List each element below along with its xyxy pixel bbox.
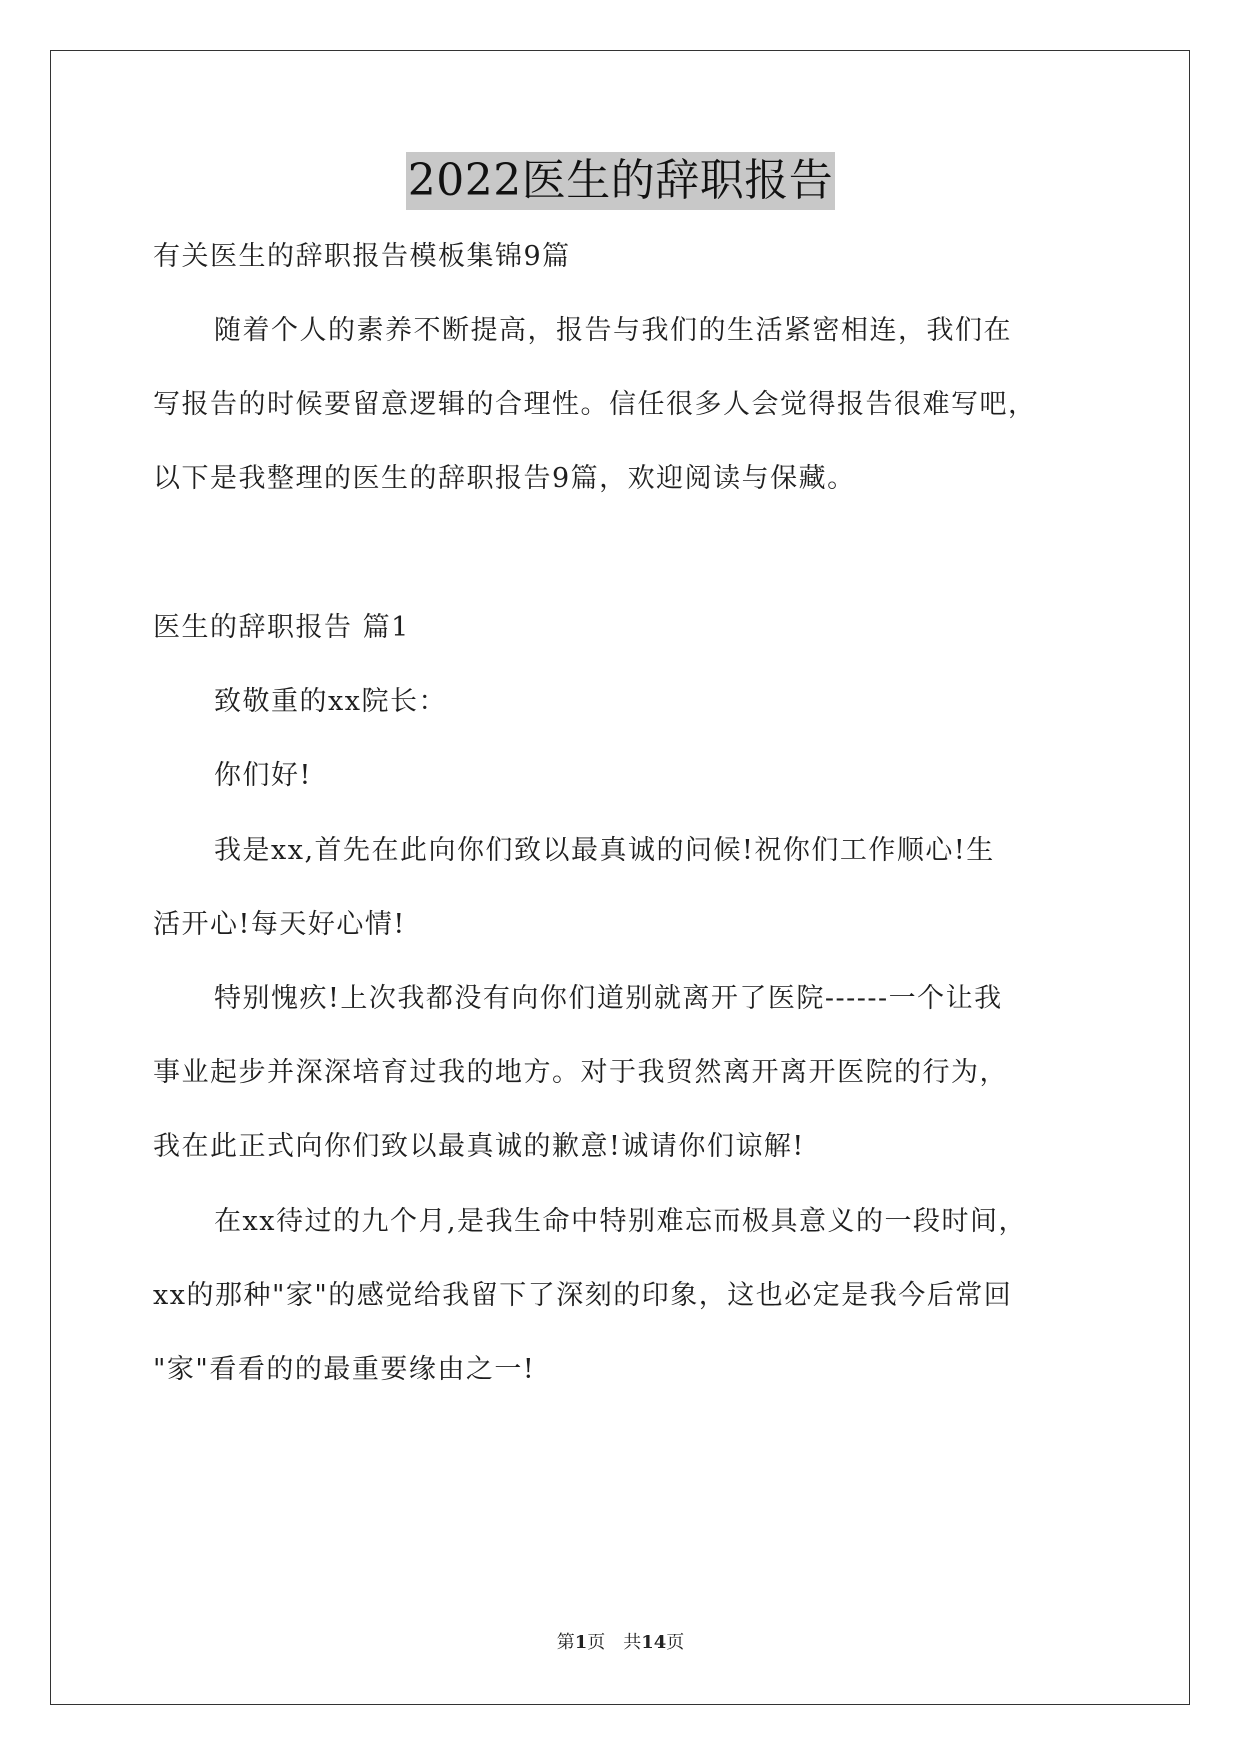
footer-suffix: 页 <box>666 1632 685 1653</box>
paragraph-line: 写报告的时候要留意逻辑的合理性。信任很多人会觉得报告很难写吧， <box>153 389 1037 420</box>
paragraph-line: xx的那种"家"的感觉给我留下了深刻的印象，这也必定是我今后常回 <box>153 1280 1013 1311</box>
page-border <box>50 50 1190 1705</box>
paragraph-line: 随着个人的素养不断提高，报告与我们的生活紧密相连，我们在 <box>214 315 1012 346</box>
paragraph-line: 活开心!每天好心情! <box>153 909 406 940</box>
section-heading: 医生的辞职报告 篇1 <box>153 612 410 643</box>
paragraph-line: 我是xx,首先在此向你们致以最真诚的问候!祝你们工作顺心!生 <box>214 835 995 866</box>
page-footer <box>0 1628 1241 1654</box>
paragraph-line: "家"看看的的最重要缘由之一! <box>153 1354 536 1385</box>
paragraph-line: 在xx待过的九个月,是我生命中特别难忘而极具意义的一段时间， <box>214 1206 1028 1237</box>
paragraph-line: 以下是我整理的医生的辞职报告9篇，欢迎阅读与保藏。 <box>153 463 856 494</box>
intro-line: 有关医生的辞职报告模板集锦9篇 <box>153 241 571 272</box>
title-container <box>0 152 1241 210</box>
paragraph-line: 事业起步并深深培育过我的地方。对于我贸然离开离开医院的行为， <box>153 1057 1008 1088</box>
paragraph-line: 我在此正式向你们致以最真诚的歉意!诚请你们谅解! <box>153 1131 805 1162</box>
greeting-line: 你们好! <box>214 760 312 791</box>
footer-middle: 页 共 <box>587 1632 642 1653</box>
paragraph-line: 特别愧疚!上次我都没有向你们道别就离开了医院------一个让我 <box>214 983 1003 1014</box>
salutation-line: 致敬重的xx院长： <box>214 686 447 717</box>
footer-page-number: 1 <box>574 1632 588 1653</box>
footer-prefix: 第 <box>556 1632 575 1653</box>
footer-total-pages: 14 <box>641 1632 667 1653</box>
document-title: 2022医生的辞职报告 <box>406 152 835 210</box>
